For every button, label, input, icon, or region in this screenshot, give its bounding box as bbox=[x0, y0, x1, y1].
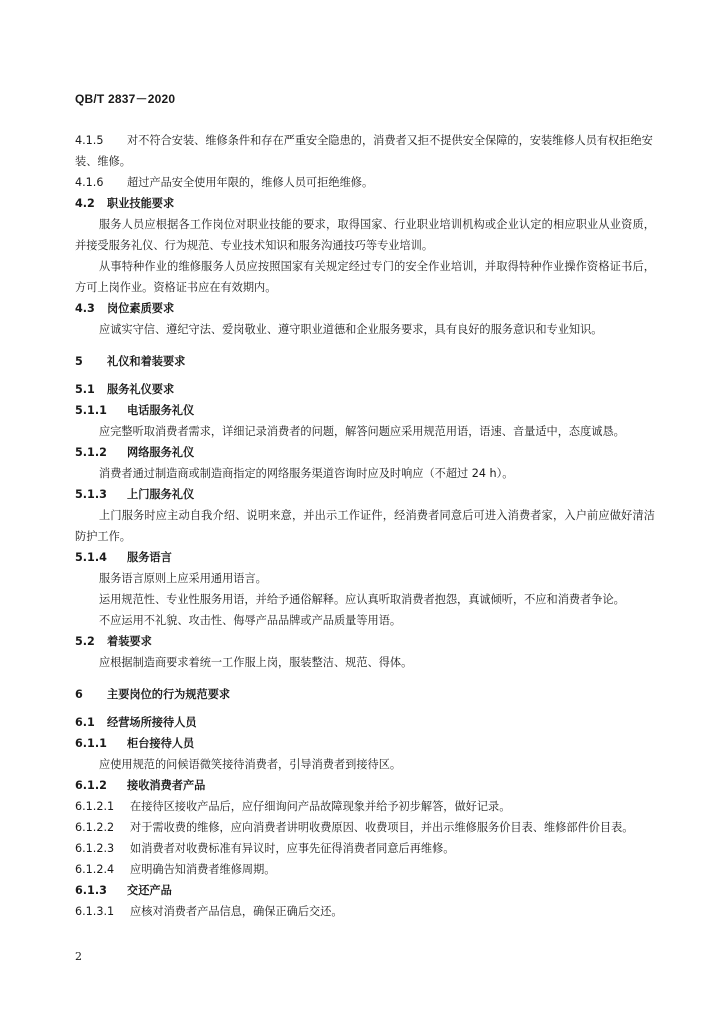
section-number: 5.1 bbox=[75, 383, 95, 396]
clause-6-1-3-1 bbox=[75, 901, 655, 922]
chapter-title: 礼仪和着装要求 bbox=[107, 355, 186, 368]
clause-number: 6.1.3.1 bbox=[75, 905, 115, 918]
page-number: 2 bbox=[75, 950, 82, 963]
subsection-5-1-4-heading bbox=[75, 547, 655, 568]
subsection-5-1-2-heading bbox=[75, 442, 655, 463]
subsection-5-1-1-heading bbox=[75, 400, 655, 421]
section-title: 服务礼仪要求 bbox=[107, 383, 175, 396]
subsection-title: 交还产品 bbox=[127, 884, 172, 897]
section-4-2-heading bbox=[75, 193, 655, 214]
paragraph: 应根据制造商要求着统一工作服上岗，服装整洁、规范、得体。 bbox=[99, 656, 413, 669]
paragraph: 应完整听取消费者需求，详细记录消费者的问题，解答问题应采用规范用语，语速、音量适中，态度诚恳。 bbox=[99, 425, 625, 438]
paragraph: 应诚实守信、遵纪守法、爱岗敬业、遵守职业道德和企业服务要求，具有良好的服务意识和专业知识。 bbox=[99, 323, 603, 336]
clause-6-1-2-4 bbox=[75, 859, 655, 880]
chapter-5-heading bbox=[75, 351, 655, 372]
document-id: QB/T 2837－2020 bbox=[75, 92, 176, 106]
clause-text: 应核对消费者产品信息，确保正确后交还。 bbox=[130, 905, 343, 918]
clause-text: 如消费者对收费标准有异议时，应事先征得消费者同意后再维修。 bbox=[130, 842, 455, 855]
clause-number: 6.1.2.2 bbox=[75, 821, 115, 834]
paragraph: 上门服务时应主动自我介绍、说明来意，并出示工作证件，经消费者同意后可进入消费者家，入户前应做好清洁防护工作。 bbox=[75, 509, 655, 543]
section-title: 经营场所接待人员 bbox=[107, 716, 197, 729]
section-number: 6.1 bbox=[75, 716, 95, 729]
subsection-number: 6.1.3 bbox=[75, 884, 107, 897]
paragraph: 消费者通过制造商或制造商指定的网络服务渠道咨询时应及时响应（不超过 24 h）。 bbox=[99, 467, 514, 480]
chapter-number: 5 bbox=[75, 355, 83, 368]
paragraph: 从事特种作业的维修服务人员应按照国家有关规定经过专门的安全作业培训，并取得特种作业操作资格证书后，方可上岗作业。资格证书应在有效期内。 bbox=[75, 260, 655, 294]
section-number: 4.3 bbox=[75, 302, 95, 315]
paragraph: 服务语言原则上应采用通用语言。 bbox=[99, 572, 267, 585]
chapter-title: 主要岗位的行为规范要求 bbox=[107, 688, 231, 701]
subsection-title: 电话服务礼仪 bbox=[127, 404, 195, 417]
section-number: 5.2 bbox=[75, 635, 95, 648]
clause-6-1-2-3 bbox=[75, 838, 655, 859]
section-title: 着装要求 bbox=[107, 635, 152, 648]
clause-text: 应明确告知消费者维修周期。 bbox=[130, 863, 276, 876]
subsection-6-1-3-heading bbox=[75, 880, 655, 901]
chapter-number: 6 bbox=[75, 688, 83, 701]
subsection-6-1-2-heading bbox=[75, 775, 655, 796]
paragraph: 不应运用不礼貌、攻击性、侮辱产品品牌或产品质量等用语。 bbox=[99, 614, 402, 627]
paragraph: 应使用规范的问候语微笑接待消费者，引导消费者到接待区。 bbox=[99, 758, 402, 771]
subsection-title: 上门服务礼仪 bbox=[127, 488, 195, 501]
section-title: 岗位素质要求 bbox=[107, 302, 175, 315]
subsection-number: 5.1.4 bbox=[75, 551, 107, 564]
clause-text: 超过产品安全使用年限的，维修人员可拒绝维修。 bbox=[127, 176, 374, 189]
section-6-1-heading bbox=[75, 712, 655, 733]
subsection-number: 6.1.1 bbox=[75, 737, 107, 750]
section-5-2-heading bbox=[75, 631, 655, 652]
section-5-1-heading bbox=[75, 379, 655, 400]
subsection-number: 6.1.2 bbox=[75, 779, 107, 792]
chapter-6-heading bbox=[75, 684, 655, 705]
clause-4-1-6 bbox=[75, 172, 655, 193]
subsection-title: 柜台接待人员 bbox=[127, 737, 195, 750]
clause-number: 4.1.6 bbox=[75, 176, 104, 189]
subsection-5-1-3-heading bbox=[75, 484, 655, 505]
subsection-title: 接收消费者产品 bbox=[127, 779, 206, 792]
paragraph: 服务人员应根据各工作岗位对职业技能的要求，取得国家、行业职业培训机构或企业认定的相应职业从业资质，并接受服务礼仪、行为规范、专业技术知识和服务沟通技巧等专业培训。 bbox=[75, 218, 655, 252]
subsection-title: 网络服务礼仪 bbox=[127, 446, 195, 459]
subsection-6-1-1-heading bbox=[75, 733, 655, 754]
clause-6-1-2-2 bbox=[75, 817, 655, 838]
subsection-number: 5.1.3 bbox=[75, 488, 107, 501]
clause-text: 在接待区接收产品后，应仔细询问产品故障现象并给予初步解答，做好记录。 bbox=[130, 800, 511, 813]
clause-number: 6.1.2.1 bbox=[75, 800, 115, 813]
clause-text: 对于需收费的维修，应向消费者讲明收费原因、收费项目，并出示维修服务价目表、维修部件价目表。 bbox=[130, 821, 634, 834]
clause-6-1-2-1 bbox=[75, 796, 655, 817]
clause-number: 6.1.2.3 bbox=[75, 842, 115, 855]
subsection-number: 5.1.2 bbox=[75, 446, 107, 459]
subsection-title: 服务语言 bbox=[127, 551, 172, 564]
clause-text: 对不符合安装、维修条件和存在严重安全隐患的，消费者又拒不提供安全保障的，安装维修人员有权拒绝安装、维修。 bbox=[75, 134, 653, 168]
section-4-3-heading bbox=[75, 298, 655, 319]
subsection-number: 5.1.1 bbox=[75, 404, 107, 417]
section-number: 4.2 bbox=[75, 197, 95, 210]
clause-number: 6.1.2.4 bbox=[75, 863, 115, 876]
section-title: 职业技能要求 bbox=[107, 197, 175, 210]
clause-4-1-5 bbox=[75, 130, 655, 172]
paragraph: 运用规范性、专业性服务用语，并给予通俗解释。应认真听取消费者抱怨，真诚倾听，不应和消费者争论。 bbox=[99, 593, 625, 606]
document-body bbox=[75, 130, 655, 922]
clause-number: 4.1.5 bbox=[75, 134, 104, 147]
